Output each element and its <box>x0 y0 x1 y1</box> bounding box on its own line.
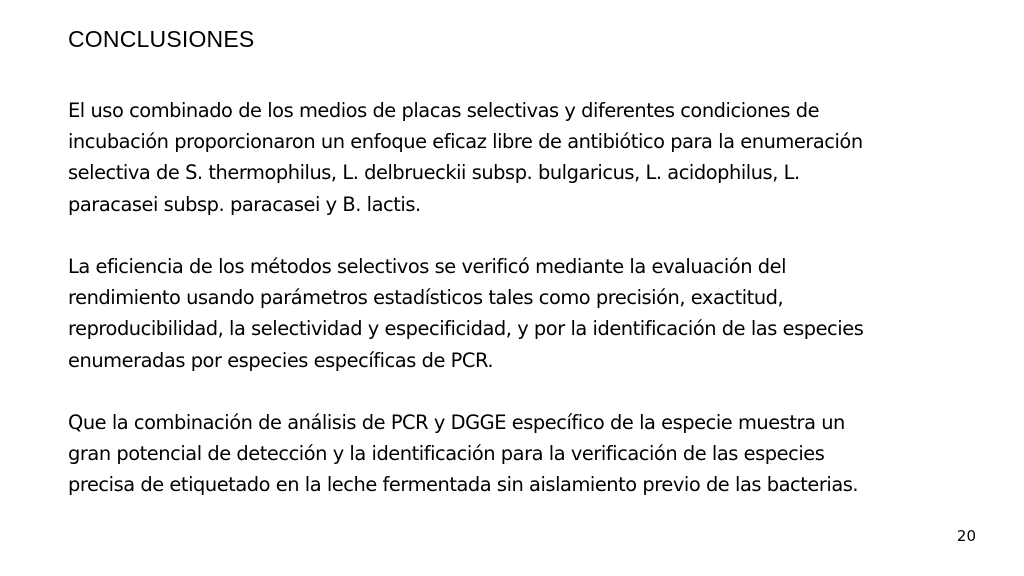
text-line: gran potencial de detección y la identificación para la verificación de las especies <box>68 442 825 466</box>
conclusion-paragraph-1 <box>68 95 968 220</box>
conclusion-paragraph-2 <box>68 251 968 376</box>
page-number: 20 <box>956 527 976 545</box>
text-line: incubación proporcionaron un enfoque eficaz libre de antibiótico para la enumeración <box>68 130 863 154</box>
text-line: La eficiencia de los métodos selectivos se verificó mediante la evaluación del <box>68 255 787 278</box>
slide-body <box>68 95 968 532</box>
text-line: selectiva de S. thermophilus, L. delbrueckii subsp. bulgaricus, L. acidophilus, L. <box>68 161 800 185</box>
conclusion-paragraph-3 <box>68 407 968 501</box>
text-line: Que la combinación de análisis de PCR y DGGE específico de la especie muestra un <box>68 411 845 434</box>
text-line: rendimiento usando parámetros estadísticos tales como precisión, exactitud, <box>68 286 784 310</box>
text-line: reproducibilidad, la selectividad y especificidad, y por la identificación de las especies <box>68 317 864 341</box>
text-line: paracasei subsp. paracasei y B. lactis. <box>68 192 421 216</box>
text-line: enumeradas por especies específicas de PCR. <box>68 348 494 372</box>
text-line: El uso combinado de los medios de placas selectivas y diferentes condiciones de <box>68 99 820 122</box>
text-line: precisa de etiquetado en la leche fermentada sin aislamiento previo de las bacterias. <box>68 473 859 497</box>
slide-title: CONCLUSIONES <box>68 26 255 52</box>
